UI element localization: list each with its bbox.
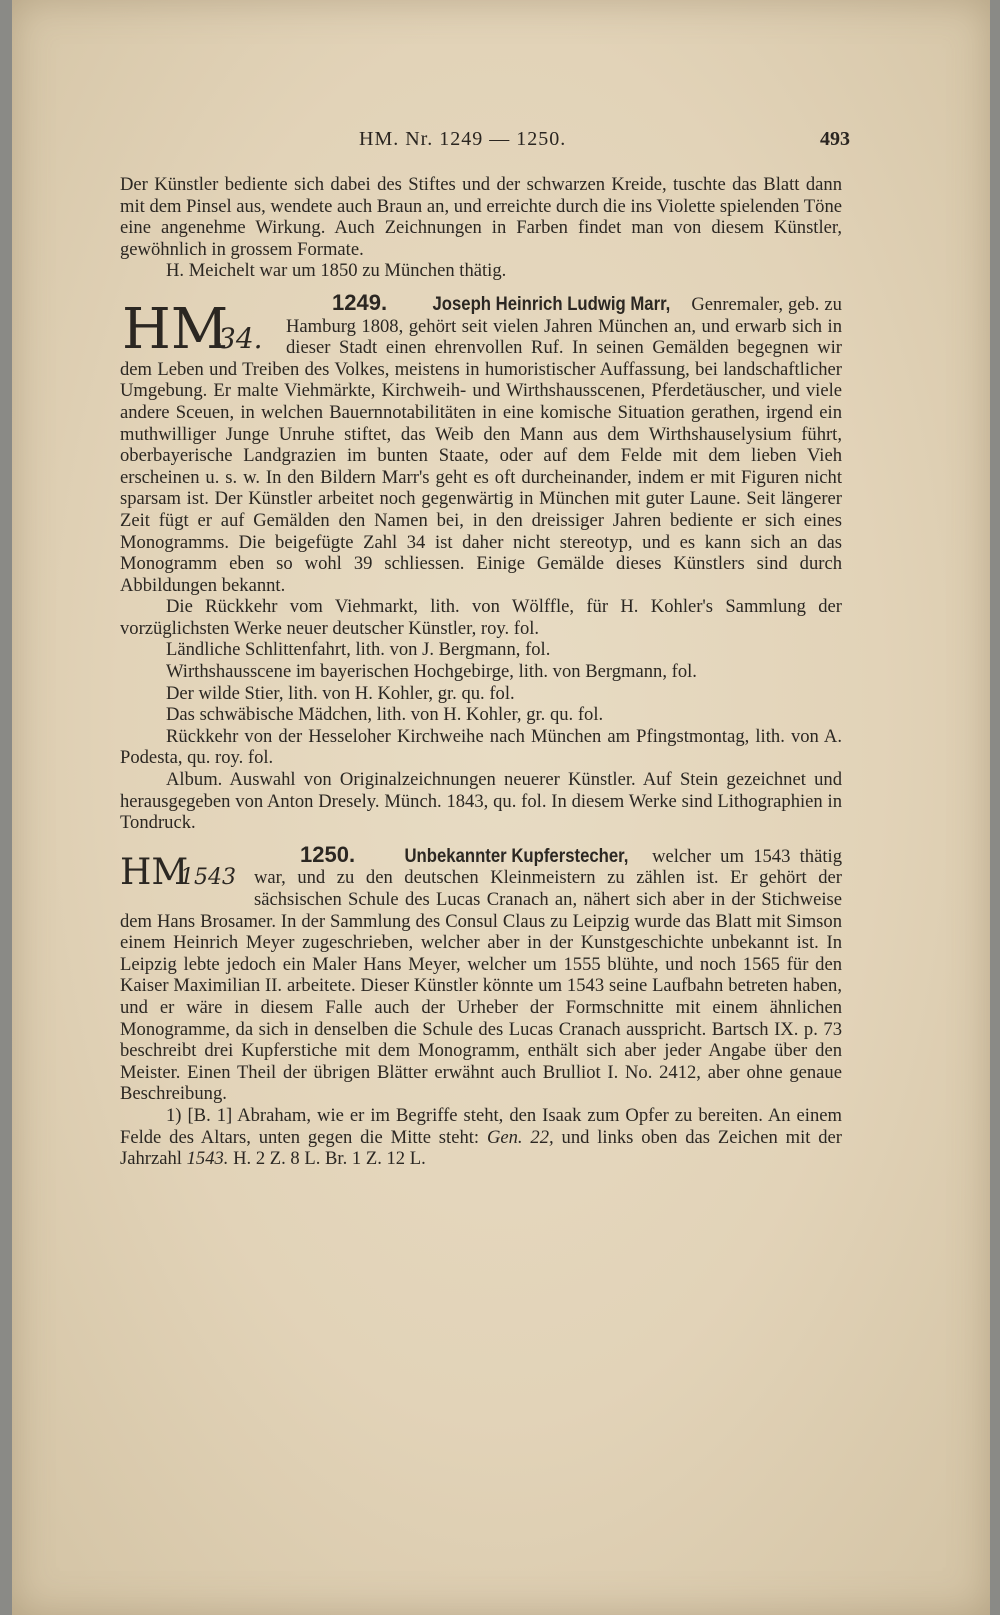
- work-item: Rückkehr von der Hesseloher Kirchweihe nach München am Pfingstmontag, lith. von A. Podesta, qu. roy. fol.: [120, 725, 842, 769]
- work-item: Das schwäbische Mädchen, lith. von H. Kohler, gr. qu. fol.: [166, 704, 604, 726]
- work-item: Album. Auswahl von Originalzeichnungen neuerer Künstler. Auf Stein gezeichnet und herausgegeben von Anton Dresely. Münch. 1843, qu. fol. In diesem Werke sind Lithographien in Tondruck.: [120, 769, 842, 834]
- work-item: Wirthshausscene im bayerischen Hochgebirge, lith. von Bergmann, fol.: [166, 661, 697, 683]
- entry-1249-monogram: [120, 296, 280, 358]
- running-title: HM. Nr. 1249 — 1250.: [359, 128, 567, 150]
- entry-number: 1249.: [332, 289, 388, 315]
- entry-1250-monogram: [120, 848, 248, 890]
- monogram-letters: HM: [120, 851, 189, 890]
- book-page: [12, 0, 990, 1615]
- item-year: 1543.: [186, 1148, 229, 1170]
- entry-body: Genremaler, geb. zu Hamburg 1808, gehört seit vielen Jahren München an, und erwarb sich in dieser Stadt einen ehrenvollen Ruf. In seinen Gemälden begegnen wir dem Leben und Treiben des Volkes, meistens in humoristischer Auffassung, bei landschaftlicher Umgebung. Er malte Viehmärkte, Kirchweih- und Wirthshausscenen, Pferdetäuscher, und viele andere Sceuen, in welchen Bauernnotabilitäten in eine komische Situation gerathen, irgend ein muthwilliger Junge Unruhe stiftet, das Weib den Mann aus dem Wirthshauselysium führt, oberbayerische Landgrazien im bunten Staate, oder auf dem Felde mit dem lieben Vieh erscheinen u. s. w. In den Bildern Marr's geht es oft durcheinander, indem er mit Figuren nicht sparsam ist. Der Künstler arbeitet noch gegenwärtig in München mit guter Laune. Seit längerer Zeit fügt er auf Gemälden den Namen bei, in den dreissiger Jahren bediente er sich eines Monogramms. Die beigefügte Zahl 34 ist daher nicht stereotyp, und es kann sich an das Monogramm eben so wohl 39 schliessen. Einige Gemälde dieses Künstlers sind durch Abbildungen bekannt.: [120, 293, 842, 596]
- item-dimensions: H. 2 Z. 8 L. Br. 1 Z. 12 L.: [233, 1148, 426, 1170]
- monogram-letters: HM: [122, 296, 229, 358]
- catalogue-item-1: [120, 1105, 842, 1170]
- intro-note: H. Meichelt war um 1850 zu München thätig.: [166, 260, 507, 282]
- monogram-year: 34.: [218, 321, 263, 355]
- entry-1249: [120, 289, 842, 596]
- item-text: 1) [B. 1] Abraham, wie er im Begriffe steht, den Isaak zum Opfer zu bereiten. An einem Felde des Altars, unten gegen die Mitte steht:: [120, 1104, 842, 1148]
- entry-number: 1250.: [300, 841, 356, 867]
- work-item: Die Rückkehr vom Viehmarkt, lith. von Wölffle, für H. Kohler's Sammlung der vorzüglichsten Werke neuer deutscher Künstler, roy. fol.: [120, 596, 842, 639]
- works-list: [120, 596, 842, 834]
- page-number: 493: [820, 128, 850, 150]
- monogram-hm-1543-icon: [120, 848, 248, 890]
- work-item: Der wilde Stier, lith. von H. Kohler, gr. qu. fol.: [166, 682, 515, 704]
- artist-name: Unbekannter Kupferstecher,: [404, 845, 629, 867]
- body-text: [120, 174, 842, 1170]
- monogram-hm-icon: [120, 296, 280, 358]
- entry-1250: [120, 841, 842, 1105]
- page-header: [122, 128, 850, 158]
- artist-name: Joseph Heinrich Ludwig Marr,: [432, 293, 671, 315]
- work-item: Ländliche Schlittenfahrt, lith. von J. Bergmann, fol.: [166, 639, 551, 661]
- monogram-year: 1543: [180, 864, 236, 890]
- entry-body: welcher um 1543 thätig war, und zu den deutschen Kleinmeistern zu zählen ist. Er gehört der sächsischen Schule des Lucas Cranach an, nähert sich aber in der Stichweise dem Hans Brosamer. In der Sammlung des Consul Claus zu Leipzig wurde das Blatt mit Simson einem Heinrich Meyer zugeschrieben, welcher aber in der Kunstgeschichte unbekannt ist. In Leipzig lebte jedoch ein Maler Hans Meyer, welcher um 1555 blühte, und noch 1565 für den Kaiser Maximilian II. arbeitete. Dieser Künstler könnte um 1543 seine Laufbahn betreten haben, und er wäre in diesem Falle auch der Urheber der Formschnitte mit einem ähnlichen Monogramme, da sich in denselben die Schule des Lucas Cranach ausspricht. Bartsch IX. p. 73 beschreibt drei Kupferstiche mit dem Monogramm, enthält sich aber jeder Angabe über den Meister. Einen Theil der übrigen Blätter erwähnt auch Brulliot I. No. 2412, aber ohne genaue Beschreibung.: [120, 845, 842, 1105]
- item-citation: Gen. 22,: [486, 1126, 554, 1148]
- item-text: und links oben das Zeichen mit der Jahrzahl: [120, 1126, 842, 1170]
- intro-paragraph: Der Künstler bediente sich dabei des Stiftes und der schwarzen Kreide, tuschte das Blatt dann mit dem Pinsel aus, wendete auch Braun an, und erreichte durch die ins Violette spielenden Töne eine angenehme Wirkung. Auch Zeichnungen in Farben findet man von diesem Künstler, gewöhnlich in grossem Formate.: [120, 174, 842, 260]
